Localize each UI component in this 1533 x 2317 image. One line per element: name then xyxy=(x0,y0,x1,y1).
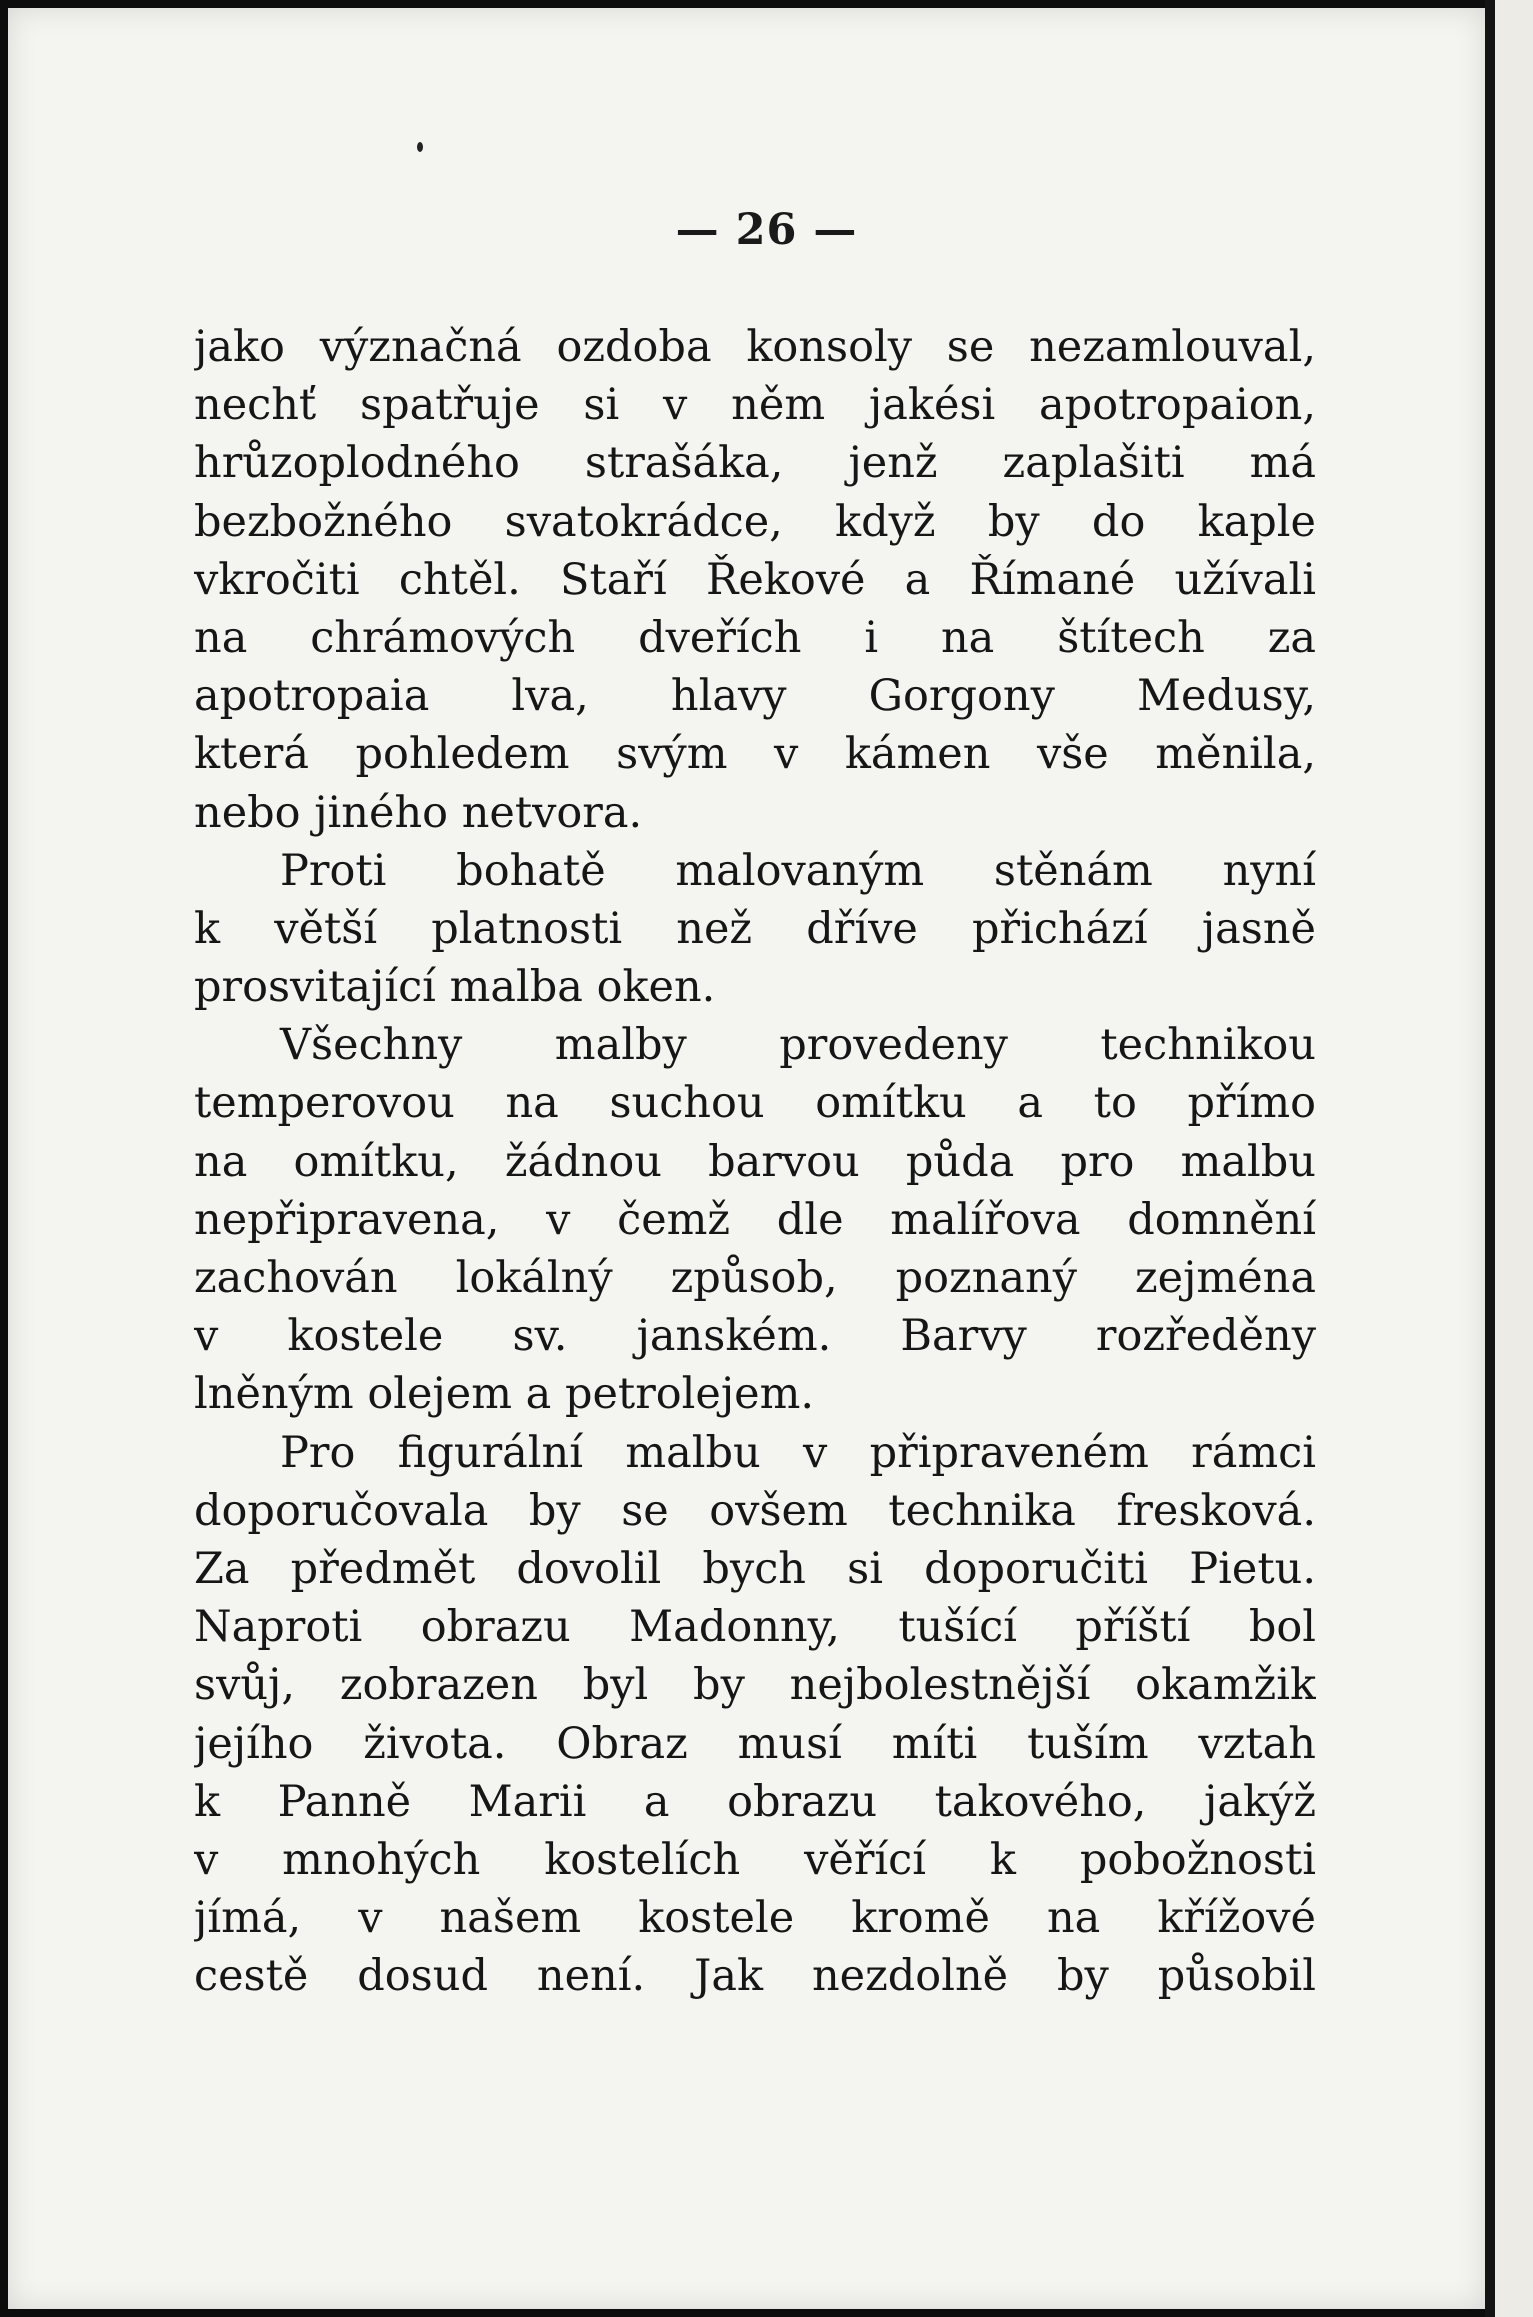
page-number: — 26 — xyxy=(675,205,858,255)
text-line: vkročiti chtěl. Staří Řekové a Římané užívali xyxy=(194,554,1316,605)
ink-speck xyxy=(417,142,423,152)
text-line: apotropaia lva, hlavy Gorgony Medusy, xyxy=(194,671,1316,722)
text-line: k větší platnosti než dříve přichází jasně xyxy=(194,903,1316,954)
paragraph-end-line: nebo jiného netvora. xyxy=(194,787,643,838)
text-line: v mnohých kostelích věřící k pobožnosti xyxy=(194,1834,1316,1885)
text-line: Naproti obrazu Madonny, tušící příští bol xyxy=(194,1602,1316,1653)
text-line: jímá, v našem kostele kromě na křížové xyxy=(194,1893,1316,1944)
text-line: na chrámových dveřích i na štítech za xyxy=(194,612,1316,663)
text-line: zachován lokálný způsob, poznaný zejména xyxy=(194,1253,1316,1303)
text-line: jako význačná ozdoba konsoly se nezamlouval, xyxy=(194,322,1316,372)
text-line: v kostele sv. janském. Barvy rozředěny xyxy=(194,1311,1316,1362)
text-line: temperovou na suchou omítku a to přímo xyxy=(194,1078,1316,1129)
text-line: nepřipravena, v čemž dle malířova domnění xyxy=(194,1194,1316,1245)
text-line: jejího života. Obraz musí míti tuším vztah xyxy=(194,1718,1316,1769)
text-line: doporučovala by se ovšem technika fresková. xyxy=(194,1485,1316,1536)
body-text xyxy=(194,318,1316,2005)
text-line: hrůzoplodného strašáka, jenž zaplašiti má xyxy=(194,438,1316,489)
paragraph-start-line: Proti bohatě malovaným stěnám nyní xyxy=(280,845,1316,896)
page-edge xyxy=(1485,0,1533,2317)
text-line: nechť spatřuje si v něm jakési apotropaion, xyxy=(194,380,1316,431)
paragraph-end-line: prosvitající malba oken. xyxy=(194,962,716,1013)
text-line: svůj, zobrazen byl by nejbolestnější okamžik xyxy=(194,1660,1316,1711)
text-line: Za předmět dovolil bych si doporučiti Pietu. xyxy=(194,1543,1316,1594)
text-line: k Panně Marii a obrazu takového, jakýž xyxy=(194,1776,1316,1827)
text-line: na omítku, žádnou barvou půda pro malbu xyxy=(194,1136,1316,1187)
paragraph-start-line: Všechny malby provedeny technikou xyxy=(280,1020,1316,1071)
paragraph-end-line: lněným olejem a petrolejem. xyxy=(194,1369,815,1420)
paragraph-start-line: Pro figurální malbu v připraveném rámci xyxy=(280,1427,1316,1478)
text-line: která pohledem svým v kámen vše měnila, xyxy=(194,729,1316,780)
text-line: bezbožného svatokrádce, když by do kaple xyxy=(194,496,1316,547)
text-line: cestě dosud není. Jak nezdolně by působil xyxy=(194,1951,1316,2002)
